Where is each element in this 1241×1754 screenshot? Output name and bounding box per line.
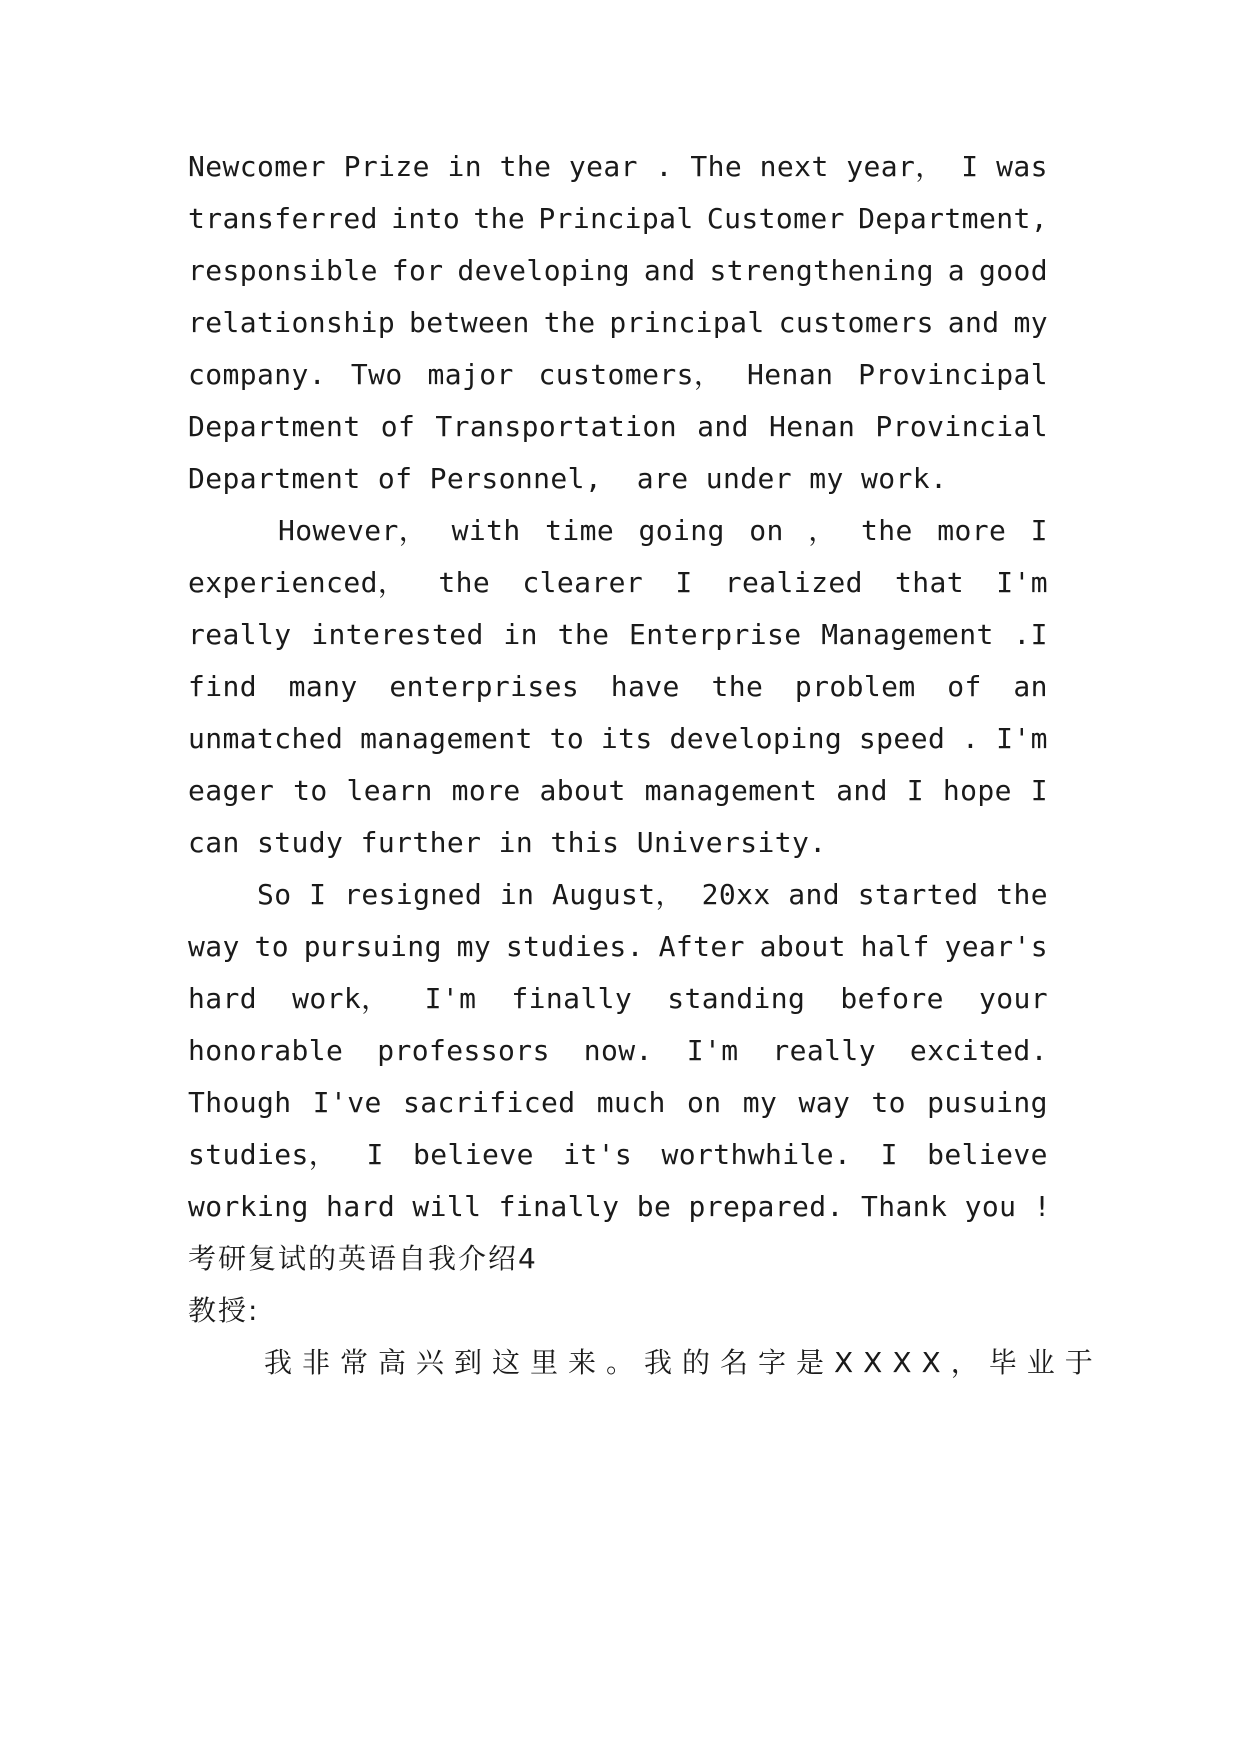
text-line: 我非常高兴到这里来。我的名字是XXXX，毕业于 [264, 1346, 1103, 1379]
text-line: Department of Personnel, are under my work. [188, 462, 948, 495]
text-line: find many enterprises have the problem of an [188, 670, 1048, 703]
text-line: transferred into the Principal Customer Department, [188, 202, 1048, 235]
text-line: really interested in the Enterprise Management .I [188, 618, 1048, 651]
text-line: company. Two major customers， Henan Provincipal [188, 358, 1048, 391]
text-line: hard work， I'm finally standing before your [188, 982, 1048, 1015]
section-heading: 考研复试的英语自我介绍4 [188, 1242, 538, 1275]
text-line: working hard will finally be prepared. Thank you ! [188, 1190, 1051, 1223]
text-line: Department of Transportation and Henan Provincial [188, 410, 1048, 443]
text-line: can study further in this University. [188, 826, 827, 859]
text-line: studies， I believe it's worthwhile. I believe [188, 1138, 1048, 1171]
text-line: responsible for developing and strengthening a good [188, 254, 1048, 287]
text-line: Though I've sacrificed much on my way to pusuing [188, 1086, 1048, 1119]
text-line: honorable professors now. I'm really excited. [188, 1034, 1048, 1067]
text-line: So I resigned in August， 20xx and started the [257, 878, 1048, 911]
text-line: experienced， the clearer I realized that I'm [188, 566, 1048, 599]
salutation: 教授: [188, 1294, 260, 1327]
text-line: way to pursuing my studies. After about half year's [188, 930, 1048, 963]
text-line: relationship between the principal customers and my [188, 306, 1048, 339]
text-line: However， with time going on ， the more I [278, 514, 1048, 547]
text-line: eager to learn more about management and I hope I [188, 774, 1048, 807]
text-line: unmatched management to its developing speed . I'm [188, 722, 1048, 755]
text-line: Newcomer Prize in the year . The next year， I was [188, 150, 1048, 183]
